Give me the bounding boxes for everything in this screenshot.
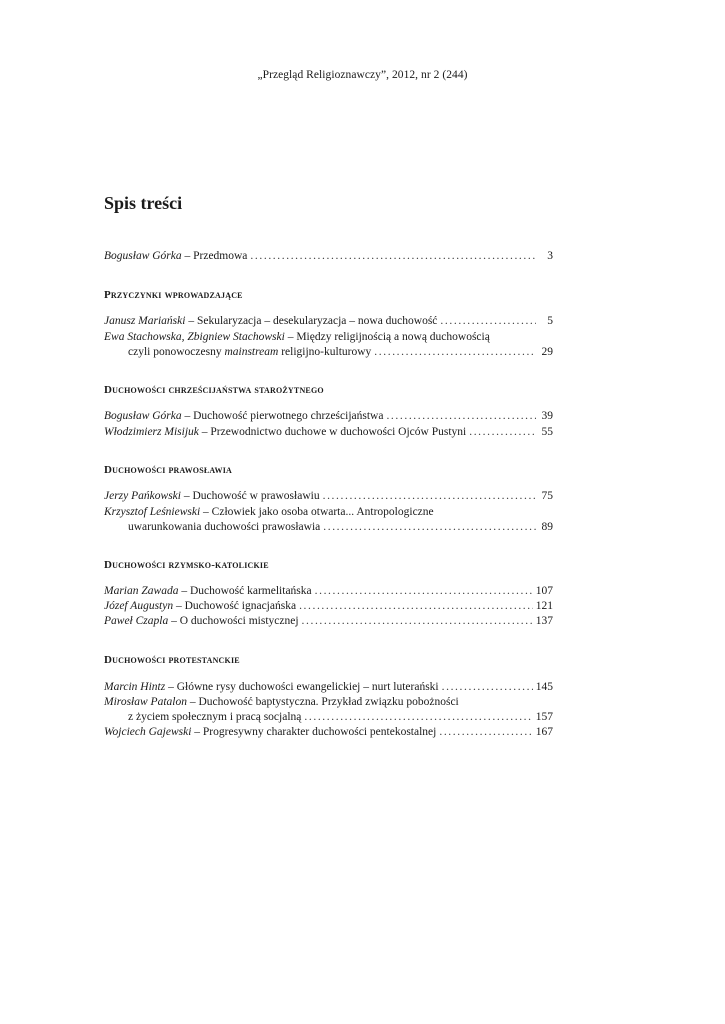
entry-title: – Duchowość pierwotnego chrześcijaństwa [181, 410, 384, 422]
entry-title-cont: religijno-kulturowy [278, 346, 372, 358]
entry-title: – Duchowość baptystyczna. Przykład związku pobożności [186, 696, 459, 708]
entry-title-cont: czyli ponowoczesny [128, 346, 225, 358]
entry-title: – Duchowość w prawosławiu [180, 490, 320, 502]
toc-entry[interactable] [104, 408, 553, 424]
toc-entry[interactable] [104, 488, 553, 504]
page-title: Spis treści [104, 193, 183, 213]
dot-leader [374, 344, 536, 360]
entry-author: Janusz Mariański [104, 315, 186, 327]
entry-page: 75 [541, 490, 553, 502]
toc-entry[interactable] [104, 583, 553, 599]
journal-header: „Przegląd Religioznawczy”, 2012, nr 2 (244) [257, 69, 468, 81]
section-heading: Duchowości chrześcijaństwa starożytnego [104, 384, 324, 396]
toc-entry[interactable] [104, 694, 553, 710]
toc-entry-continuation[interactable] [104, 344, 553, 360]
entry-author: Mirosław Patalon [104, 696, 187, 708]
dot-leader [440, 313, 536, 329]
dot-leader [386, 408, 536, 424]
entry-page: 167 [535, 726, 553, 738]
entry-title: – Duchowość ignacjańska [173, 600, 297, 612]
entry-author: Krzysztof Leśniewski [104, 506, 201, 518]
toc-entry[interactable] [104, 613, 553, 629]
entry-page: 157 [535, 711, 553, 723]
toc-entry[interactable] [104, 724, 553, 740]
entry-page: 107 [535, 585, 553, 597]
entry-author: Marcin Hintz [104, 681, 166, 693]
entry-title: – Progresywny charakter duchowości pentekostalnej [191, 726, 437, 738]
entry-page: 55 [541, 426, 553, 438]
toc-entry[interactable] [104, 424, 553, 440]
toc-entry[interactable] [104, 679, 553, 695]
entry-author: Włodzimierz Misijuk [104, 426, 199, 438]
toc-entry[interactable] [104, 598, 553, 614]
entry-author: Bogusław Górka [104, 410, 182, 422]
toc-entry-przedmowa[interactable] [104, 248, 553, 264]
toc-entry[interactable] [104, 504, 553, 520]
entry-title: – Między religijnością a nową duchowością [284, 331, 490, 343]
entry-title: – Przewodnictwo duchowe w duchowości Ojców Pustyni [198, 426, 467, 438]
dot-leader [315, 583, 533, 599]
entry-page: 121 [535, 600, 553, 612]
entry-page: 137 [535, 615, 553, 627]
entry-title: – Duchowość karmelitańska [178, 585, 312, 597]
entry-title: – Sekularyzacja – desekularyzacja – nowa duchowość [185, 315, 438, 327]
section-heading: Duchowości protestanckie [104, 654, 240, 666]
dot-leader [302, 613, 533, 629]
section-heading: Duchowości prawosławia [104, 464, 233, 476]
entry-page: 89 [541, 521, 553, 533]
dot-leader [469, 424, 536, 440]
entry-author: Marian Zawada [104, 585, 179, 597]
entry-author: Paweł Czapla [104, 615, 169, 627]
entry-page: 3 [547, 250, 553, 262]
section-heading: Duchowości rzymsko-katolickie [104, 559, 269, 571]
entry-page: 5 [547, 315, 553, 327]
entry-author: Jerzy Pańkowski [104, 490, 181, 502]
entry-title: – Człowiek jako osoba otwarta... Antropologiczne [200, 506, 434, 518]
dot-leader [304, 709, 532, 725]
toc-entry[interactable] [104, 313, 553, 329]
entry-title: – Główne rysy duchowości ewangelickiej – nurt luterański [165, 681, 439, 693]
dot-leader [250, 248, 536, 264]
entry-author: Wojciech Gajewski [104, 726, 192, 738]
entry-title: – Przedmowa [181, 250, 248, 262]
dot-leader [439, 724, 532, 740]
entry-page: 29 [541, 346, 553, 358]
entry-title-cont-italic: mainstream [224, 346, 279, 358]
entry-author: Józef Augustyn [104, 600, 174, 612]
dot-leader [323, 488, 536, 504]
entry-title: – O duchowości mistycznej [168, 615, 299, 627]
entry-page: 145 [535, 681, 553, 693]
entry-author: Bogusław Górka [104, 250, 182, 262]
dot-leader [442, 679, 533, 695]
toc-entry-continuation[interactable] [104, 709, 553, 725]
toc-entry-continuation[interactable] [104, 519, 553, 535]
dot-leader [323, 519, 536, 535]
entry-title-cont: z życiem społecznym i pracą socjalną [128, 711, 302, 723]
entry-page: 39 [541, 410, 553, 422]
entry-author: Ewa Stachowska, Zbigniew Stachowski [104, 331, 285, 343]
toc-entry[interactable] [104, 329, 553, 345]
section-heading: Przyczynki wprowadzające [104, 289, 243, 301]
dot-leader [299, 598, 533, 614]
entry-title-cont: uwarunkowania duchowości prawosławia [128, 521, 321, 533]
